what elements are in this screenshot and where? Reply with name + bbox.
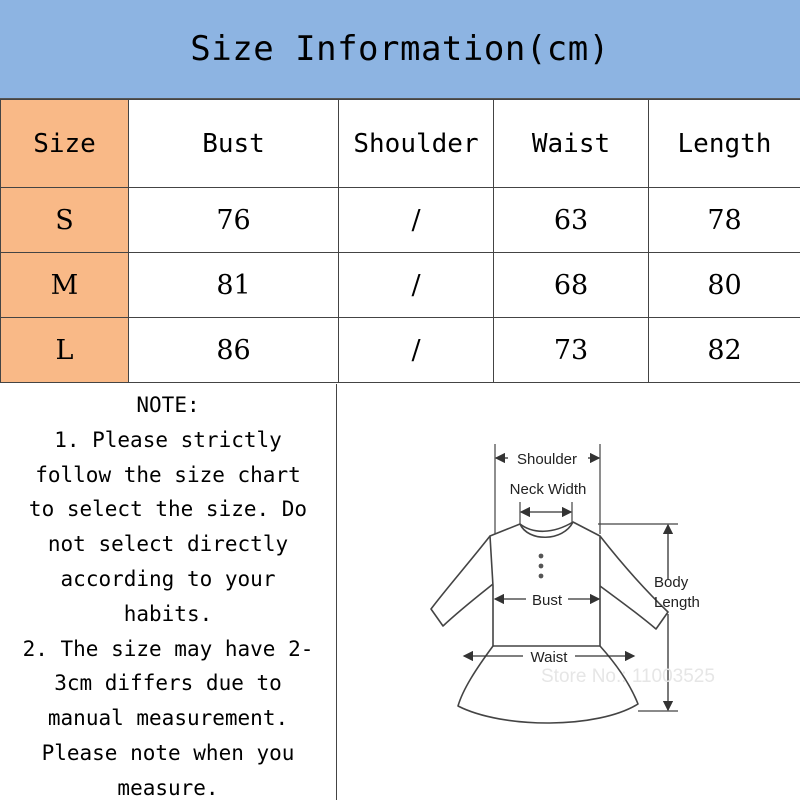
note-line: 1. Please strictly <box>0 423 336 458</box>
table-row <box>1 318 800 383</box>
cell-bust: 76 <box>129 188 339 253</box>
store-watermark: Store No.: 11003525 <box>541 666 715 687</box>
cell-shoulder: / <box>339 253 494 318</box>
cell-waist: 68 <box>494 253 649 318</box>
header-waist: Waist <box>494 100 649 188</box>
cell-size: M <box>1 253 129 318</box>
note-line: according to your <box>0 562 336 597</box>
note-panel <box>0 384 337 800</box>
note-line: manual measurement. <box>0 701 336 736</box>
table-header-row <box>1 100 800 188</box>
page-title: Size Information(cm) <box>0 0 800 99</box>
note-line: NOTE: <box>0 388 336 423</box>
header-bust: Bust <box>129 100 339 188</box>
table-row <box>1 253 800 318</box>
cell-bust: 86 <box>129 318 339 383</box>
size-table <box>0 99 800 383</box>
cell-waist: 73 <box>494 318 649 383</box>
waist-label: Waist <box>531 649 569 666</box>
cell-shoulder: / <box>339 188 494 253</box>
table-row <box>1 188 800 253</box>
note-line: 3cm differs due to <box>0 666 336 701</box>
body-length-label-line2: Length <box>654 594 700 611</box>
cell-waist: 63 <box>494 188 649 253</box>
note-line: habits. <box>0 597 336 632</box>
header-length: Length <box>649 100 800 188</box>
header-size: Size <box>1 100 129 188</box>
note-line: Please note when you <box>0 736 336 771</box>
cell-bust: 81 <box>129 253 339 318</box>
cell-size: L <box>1 318 129 383</box>
header-shoulder: Shoulder <box>339 100 494 188</box>
body-length-label-line1: Body <box>654 574 689 591</box>
note-line: 2. The size may have 2- <box>0 632 336 667</box>
neck-width-label: Neck Width <box>510 481 587 498</box>
shoulder-label: Shoulder <box>517 451 577 468</box>
cell-shoulder: / <box>339 318 494 383</box>
note-line: measure. <box>0 771 336 806</box>
bust-label: Bust <box>532 592 563 609</box>
cell-length: 82 <box>649 318 800 383</box>
dress-outline-illustration <box>338 384 800 800</box>
note-line: to select the size. Do <box>0 492 336 527</box>
note-line: not select directly <box>0 527 336 562</box>
cell-size: S <box>1 188 129 253</box>
note-line: follow the size chart <box>0 458 336 493</box>
cell-length: 78 <box>649 188 800 253</box>
garment-diagram <box>338 384 800 800</box>
cell-length: 80 <box>649 253 800 318</box>
